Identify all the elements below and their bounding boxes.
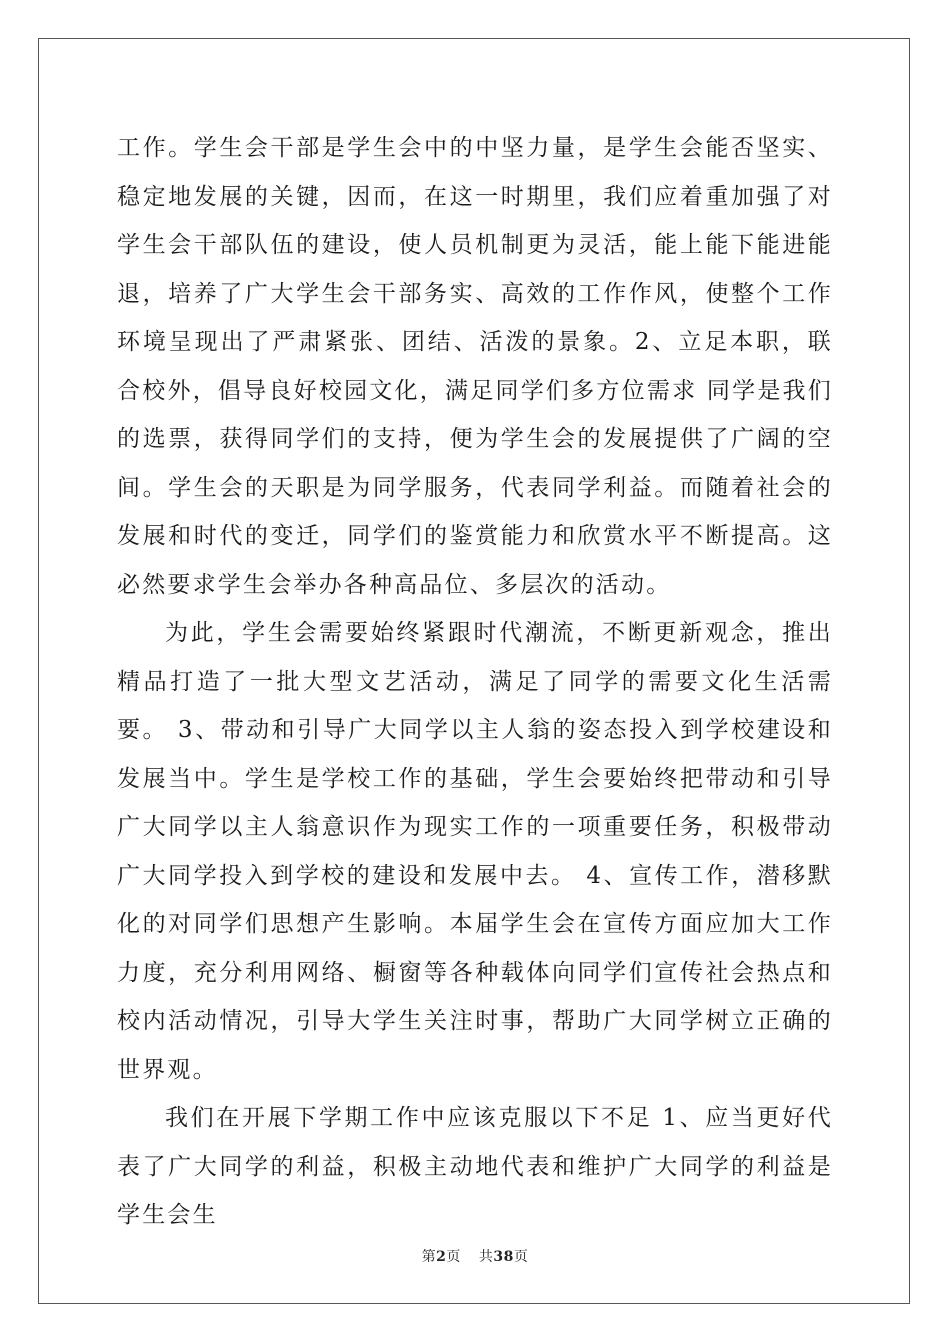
paragraph-3: 我们在开展下学期工作中应该克服以下不足 1、应当更好代表了广大同学的利益，积极主动地代表和维护广大同学的利益是学生会生 (117, 1105, 833, 1228)
footer-total-prefix: 共 (478, 1249, 494, 1265)
footer-page-number: 2 (436, 1249, 447, 1265)
paragraph-1: 工作。学生会干部是学生会中的中坚力量，是学生会能否坚实、稳定地发展的关键，因而，在这一时期里，我们应着重加强了对学生会干部队伍的建设，使人员机制更为灵活，能上能下能进能退，培养了广大学生会干部务实、高效的工作作风，使整个工作环境呈现出了严肃紧张、团结、活泼的景象。2、立足本职，联合校外，倡导良好校园文化，满足同学们多方位需求 同学是我们的选票，获得同学们的支持，便为学生会的发展提供了广阔的空间。学生会的天职是为同学服务，代表同学利益。而随着社会的发展和时代的变迁，同学们的鉴赏能力和欣赏水平不断提高。这必然要求学生会举办各种高品位、多层次的活动。 (117, 135, 833, 598)
footer-page-suffix: 页 (446, 1249, 461, 1265)
footer-total-pages: 38 (493, 1249, 514, 1265)
footer-page-prefix: 第 (421, 1249, 437, 1265)
footer-total-suffix: 页 (513, 1249, 529, 1265)
document-body (117, 124, 833, 1240)
paragraph-2: 为此，学生会需要始终紧跟时代潮流，不断更新观念，推出精品打造了一批大型文艺活动，满足了同学的需要文化生活需要。 3、带动和引导广大同学以主人翁的姿态投入到学校建设和发展当中。学生是学校工作的基础，学生会要始终把带动和引导广大同学以主人翁意识作为现实工作的一项重要任务，积极带动广大同学投入到学校的建设和发展中去。 4、宣传工作，潜移默化的对同学们思想产生影响。本届学生会在宣传方面应加大工作力度，充分利用网络、橱窗等各种载体向同学们宣传社会热点和校内活动情况，引导大学生关注时事，帮助广大同学树立正确的世界观。 (117, 620, 833, 1083)
page-footer (0, 1246, 950, 1266)
